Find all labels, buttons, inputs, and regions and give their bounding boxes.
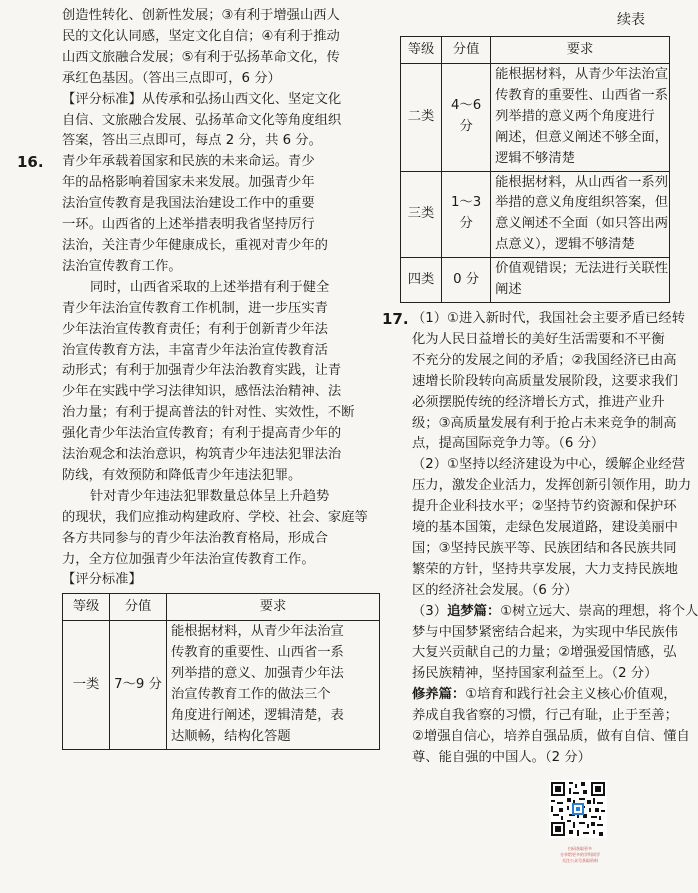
text-line: 区的经济社会发展。（6 分） <box>412 582 578 598</box>
text-line: 治力量；有利于提高普法的针对性、实效性，不断 <box>62 405 355 421</box>
text-line: 同时，山西省采取的上述举措有利于健全 <box>90 279 330 295</box>
text-line: ②增强自信心，培养自强品质，做有自信、懂自 <box>412 729 690 745</box>
text-line: 点，提高国际竞争力等。（6 分） <box>412 436 605 452</box>
requirement-line: 点意义），逻辑不够清楚 <box>495 237 635 253</box>
text-line: 梦与中国梦紧密结合起来，为实现中华民族伟 <box>412 624 678 640</box>
requirement-line: 意义阐述不全面（如只答出两 <box>495 216 668 232</box>
text-line <box>412 685 677 706</box>
text-line: 少年法治宣传教育责任；有利于创新青少年法 <box>62 321 328 337</box>
text-line: 扬民族精神，坚持国家利益至上。（2 分） <box>412 666 658 682</box>
text-line: 少年在实践中学习法律知识，感悟法治精神、法 <box>62 384 342 400</box>
requirement-cell <box>167 621 380 749</box>
level-cell: 四类 <box>401 258 442 303</box>
text-line: 养成自我省察的习惯，行己有耻，止于至善； <box>412 708 678 724</box>
requirement-line: 逻辑不够清楚 <box>495 150 575 166</box>
text-line: 法治观念和法治意识，构筑青少年违法犯罪法治 <box>62 447 342 463</box>
table-row <box>63 621 380 749</box>
text-line: 青少年承载着国家和民族的未来命运。青少 <box>62 154 315 170</box>
header-score: 分值 <box>110 594 167 621</box>
requirement-line: 列举措的意义、加强青少年法 <box>171 666 344 682</box>
text-line: 一环。山西省的上述举措表明我省坚持厉行 <box>62 217 315 233</box>
text-line: 治宣传教育方法，丰富青少年法治宣传教育活 <box>62 342 328 358</box>
table-header-row <box>63 594 380 621</box>
header-level: 等级 <box>63 594 110 621</box>
text-line: 法治，关注青少年健康成长，重视对青少年的 <box>62 237 328 253</box>
score-cell: 1～3 分 <box>442 171 491 258</box>
text-line: 繁荣的方针，坚持共享发展，大力支持民族地 <box>412 561 678 577</box>
text-line: 境的基本国策，走绿色发展道路，建设美丽中 <box>412 520 678 536</box>
level-cell: 一类 <box>63 621 110 749</box>
text-line: （2）①坚持以经济建设为中心，缓解企业经营 <box>412 457 686 473</box>
q15-tail <box>62 6 384 90</box>
text-line: 自信、文旅融合发展、弘扬革命文化等角度组织 <box>62 112 342 128</box>
text-line: 尊、能自强的中国人。（2 分） <box>412 750 591 765</box>
text-line: 法治宣传教育是我国法治建设工作中的重要 <box>62 196 315 212</box>
criteria-label: 【评分标准】 <box>62 572 142 588</box>
text-span: ①树立远大、崇高的理想，将个人 <box>500 603 698 619</box>
table-row <box>401 64 670 172</box>
score-cell: 0 分 <box>442 258 491 303</box>
score-cell: 7～9 分 <box>110 621 167 749</box>
text-line: 提升企业科技水平；②坚持节约资源和保护环 <box>412 499 677 515</box>
continued-label: 续表 <box>617 12 645 28</box>
right-column <box>382 6 698 769</box>
fine-print-line: 关注公众号获取资料 <box>562 858 598 863</box>
requirement-line: 举措的意义角度组织答案，但 <box>495 195 668 211</box>
text-line: 力，全方位加强青少年法治宣传教育工作。 <box>62 551 315 567</box>
text-line: 强化青少年法治宣传教育；有利于提高青少年的 <box>62 426 342 442</box>
requirement-line: 治宣传教育工作的做法三个 <box>171 687 331 703</box>
q15-criteria <box>62 90 384 153</box>
requirement-line: 达顺畅，结构化答题 <box>171 728 291 744</box>
q17-block <box>382 309 698 769</box>
table-header-row <box>401 37 670 64</box>
requirement-cell <box>491 258 670 303</box>
text-line: 压力，激发企业活力，发挥创新引领作用，助力 <box>412 478 692 494</box>
text-line: 青少年法治宣传教育工作机制，进一步压实青 <box>62 300 328 316</box>
requirement-line: 角度进行阐述，逻辑清楚，表 <box>171 708 344 723</box>
qr-caption <box>530 846 630 864</box>
header-score: 分值 <box>442 37 491 64</box>
requirement-line: 阐述 <box>495 282 522 298</box>
text-line: 级；③高质量发展有利于抢占未来竞争的制高 <box>412 415 677 431</box>
text-line: 山西文旅融合发展；⑤有利于弘扬革命文化，传 <box>62 49 340 65</box>
text-line: 大复兴贡献自己的力量；②增强爱国情感，弘 <box>412 645 677 661</box>
requirement-line: 阐述，但意义阐述不够全面， <box>495 129 668 145</box>
left-column <box>17 6 384 750</box>
text-line: 【评分标准】从传承和弘扬山西文化、坚定文化 <box>62 91 342 107</box>
text-line: （1）①进入新时代，我国社会主要矛盾已经转 <box>412 310 686 326</box>
q17-body <box>392 309 698 769</box>
text-line: 速增长阶段转向高质量发展阶段，这要求我们 <box>412 373 678 389</box>
text-line: 不充分的发展之间的矛盾；②我国经济已由高 <box>412 352 677 368</box>
table-row <box>401 171 670 258</box>
text-line: 国；③坚持民族平等、民族团结和各民族共同 <box>412 540 677 556</box>
header-level: 等级 <box>401 37 442 64</box>
requirement-line: 列举措的意义两个角度进行 <box>495 108 655 124</box>
text-span: ①培育和践行社会主义核心价值观， <box>465 687 677 703</box>
text-line: 创造性转化、创新性发展；③有利于增强山西人 <box>62 8 340 23</box>
cultivate-tag: 修养篇： <box>412 687 466 703</box>
text-line: 承红色基因。（答出三点即可，6 分） <box>62 70 281 86</box>
question-number: 17. <box>382 309 409 328</box>
text-line <box>412 602 698 623</box>
scoring-table-left <box>62 593 380 749</box>
fine-print-line: 扫码获取更多 <box>568 846 592 851</box>
part-label: （3） <box>412 603 448 619</box>
table-row <box>401 258 670 303</box>
level-cell: 三类 <box>401 171 442 258</box>
requirement-line: 传教育的重要性、山西省一系 <box>495 87 668 103</box>
text-line: 必须摆脱传统的经济增长方式，推进产业升 <box>412 394 665 410</box>
requirement-cell <box>491 64 670 172</box>
text-line: 民的文化认同感，坚定文化自信；④有利于推动 <box>62 28 340 44</box>
q16-block <box>17 152 384 749</box>
requirement-line: 能根据材料，从山西省一系列 <box>495 174 668 190</box>
qr-code-icon[interactable] <box>549 780 607 838</box>
level-cell: 二类 <box>401 64 442 172</box>
text-line: 年的品格影响着国家未来发展。加强青少年 <box>62 175 315 191</box>
header-requirement: 要求 <box>491 37 670 64</box>
dream-tag: 追梦篇： <box>447 603 501 619</box>
requirement-cell <box>491 171 670 258</box>
scoring-table-right <box>400 36 670 303</box>
fine-print-line: 分享给更多的学科同学 <box>560 852 600 857</box>
text-line: 针对青少年违法犯罪数量总体呈上升趋势 <box>90 488 330 504</box>
header-requirement: 要求 <box>167 594 380 621</box>
text-line: 防线，有效预防和降低青少年违法犯罪。 <box>62 467 302 483</box>
score-cell: 4～6 分 <box>442 64 491 172</box>
text-line: 法治宣传教育工作。 <box>62 258 182 274</box>
text-line: 的现状，我们应推动构建政府、学校、社会、家庭等 <box>62 509 368 525</box>
question-number: 16. <box>17 153 44 172</box>
text-line: 答案，答出三点即可，每点 2 分，共 6 分。 <box>62 133 322 149</box>
text-line: 动形式；有利于加强青少年法治教育实践，让青 <box>62 363 342 379</box>
requirement-line: 传教育的重要性、山西省一系 <box>171 645 344 661</box>
text-line: 各方共同参与的青少年法治教育格局，形成合 <box>62 530 328 546</box>
requirement-line: 价值观错误；无法进行关联性 <box>495 261 668 277</box>
requirement-line: 能根据材料，从青少年法治宣 <box>495 67 668 82</box>
requirement-line: 能根据材料，从青少年法治宣 <box>171 624 344 640</box>
text-line: 化为人民日益增长的美好生活需要和不平衡 <box>412 331 665 347</box>
